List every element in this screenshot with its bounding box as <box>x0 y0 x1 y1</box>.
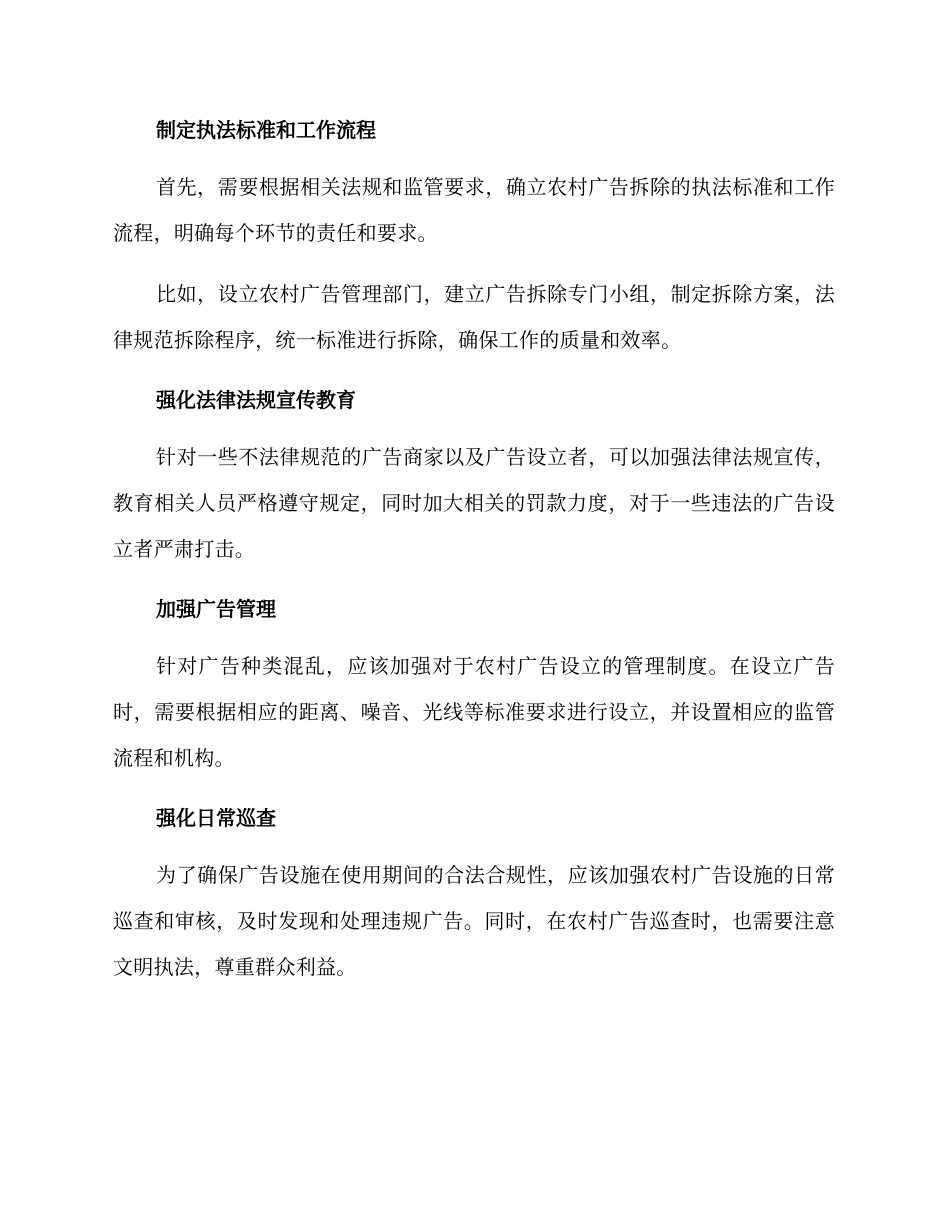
document-body <box>113 108 835 1005</box>
section-heading-daily-inspection: 强化日常巡查 <box>156 806 276 830</box>
paragraph: 针对广告种类混乱，应该加强对于农村广告设立的管理制度。在设立广告时，需要根据相应的距离、噪音、光线等标准要求进行设立，并设置相应的监管流程和机构。 <box>113 654 835 770</box>
section-heading-legal-education: 强化法律法规宣传教育 <box>156 388 356 412</box>
paragraph: 为了确保广告设施在使用期间的合法合规性，应该加强农村广告设施的日常巡查和审核，及时发现和处理违规广告。同时，在农村广告巡查时，也需要注意文明执法，尊重群众利益。 <box>113 863 835 979</box>
paragraph: 针对一些不法律规范的广告商家以及广告设立者，可以加强法律法规宣传，教育相关人员严格遵守规定，同时加大相关的罚款力度，对于一些违法的广告设立者严肃打击。 <box>113 445 835 561</box>
section-heading-enforcement-standards: 制定执法标准和工作流程 <box>156 118 376 142</box>
paragraph: 首先，需要根据相关法规和监管要求，确立农村广告拆除的执法标准和工作流程，明确每个环节的责任和要求。 <box>113 175 835 245</box>
paragraph: 比如，设立农村广告管理部门，建立广告拆除专门小组，制定拆除方案，法律规范拆除程序，统一标准进行拆除，确保工作的质量和效率。 <box>113 282 835 352</box>
section-heading-ad-management: 加强广告管理 <box>156 597 276 621</box>
